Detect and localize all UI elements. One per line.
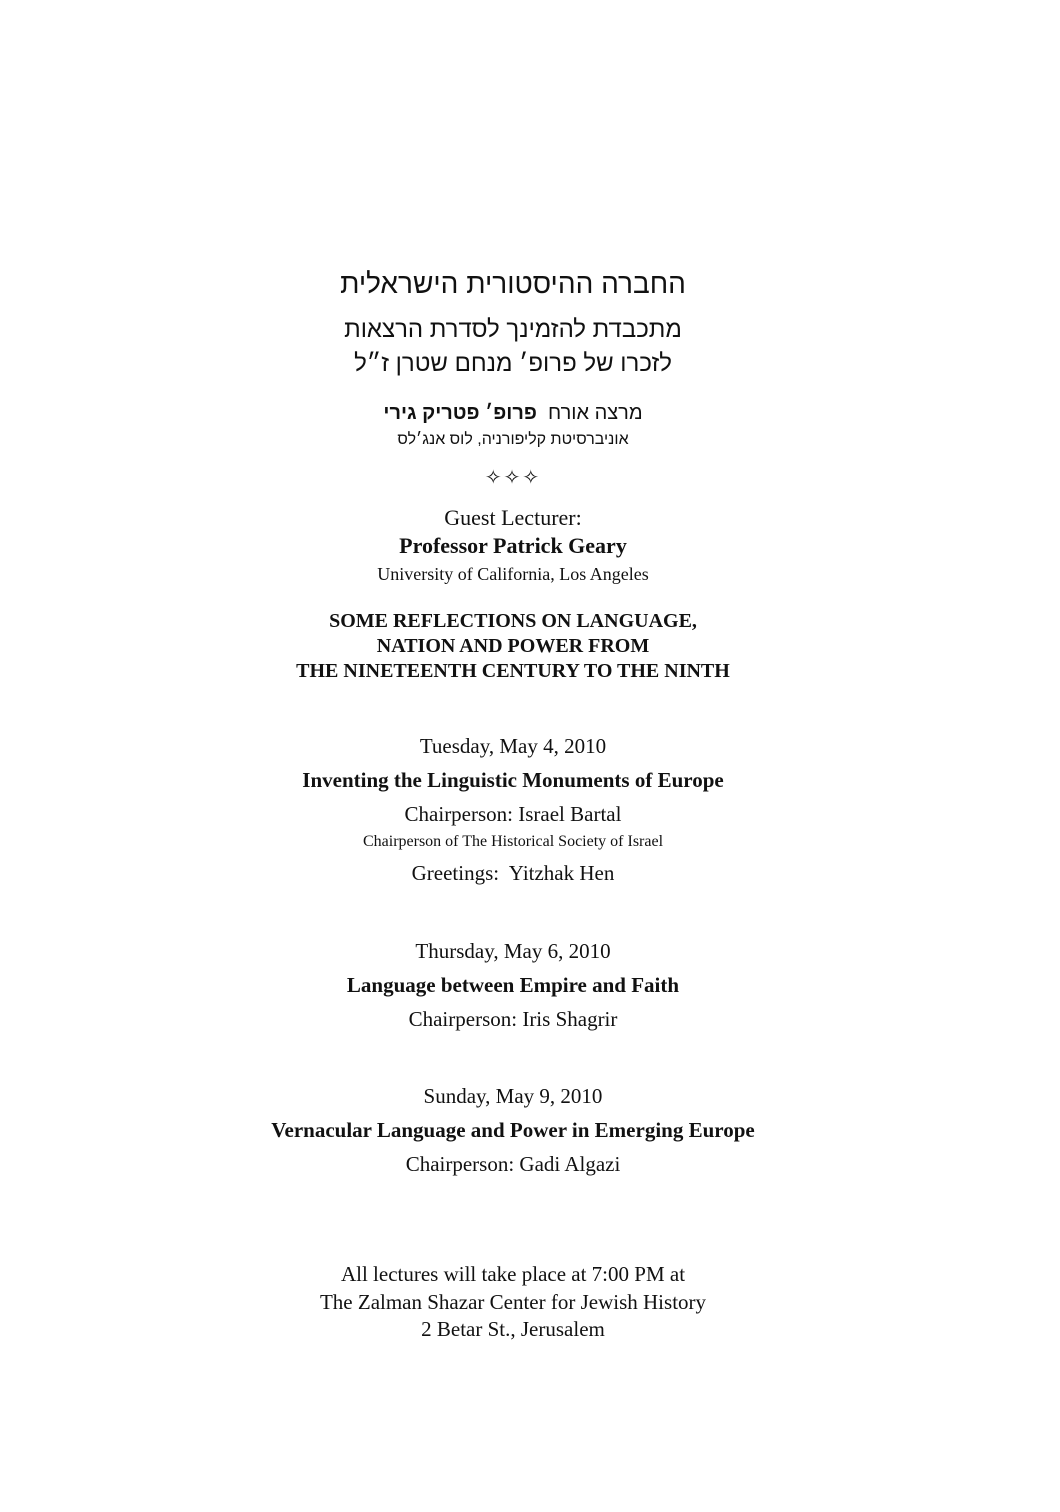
- lecture-3-date: Sunday, May 9, 2010: [423, 1084, 603, 1108]
- footer-time: All lectures will take place at 7:00 PM at: [340, 1262, 686, 1286]
- guest-lecturer-affiliation: University of California, Los Angeles: [377, 564, 649, 584]
- series-title-line-1: SOME REFLECTIONS ON LANGUAGE,: [329, 610, 697, 632]
- guest-lecturer-label: Guest Lecturer:: [444, 505, 582, 530]
- hebrew-memorial-line: לזכרו של פרופ׳ מנחם שטרן ז״ל: [354, 350, 672, 377]
- lecture-3-chair: Chairperson: Gadi Algazi: [405, 1152, 621, 1176]
- hebrew-university: אוניברסיטת קליפורניה, לוס אנג׳לס: [397, 431, 629, 448]
- guest-lecturer-name: Professor Patrick Geary: [399, 533, 627, 558]
- hebrew-society-name: החברה ההיסטורית הישראלית: [340, 268, 686, 299]
- footer-venue: The Zalman Shazar Center for Jewish History: [319, 1290, 707, 1314]
- lecture-1-chair-role: Chairperson of The Historical Society of Israel: [362, 833, 664, 850]
- lecture-2-title: Language between Empire and Faith: [346, 973, 680, 997]
- lecture-2-chair: Chairperson: Iris Shagrir: [408, 1007, 618, 1031]
- ornament-divider: ✧✧✧: [484, 465, 542, 489]
- series-title-line-3: THE NINETEENTH CENTURY TO THE NINTH: [296, 660, 730, 682]
- lecture-1-date: Tuesday, May 4, 2010: [419, 734, 607, 758]
- series-title-line-2: NATION AND POWER FROM: [376, 635, 650, 657]
- lecture-1-title: Inventing the Linguistic Monuments of Europe: [302, 768, 724, 792]
- hebrew-guest-prefix: מרצה אורח: [548, 402, 643, 424]
- hebrew-guest-name: פרופ׳ פטריק גירי: [383, 402, 537, 424]
- lecture-3-title: Vernacular Language and Power in Emerging Europe: [271, 1118, 755, 1142]
- hebrew-guest-line: [0, 402, 1026, 425]
- lecture-1-greetings: Greetings: Yitzhak Hen: [411, 861, 615, 885]
- footer-address: 2 Betar St., Jerusalem: [421, 1317, 605, 1341]
- lecture-2-date: Thursday, May 6, 2010: [415, 939, 611, 963]
- lecture-1-chair: Chairperson: Israel Bartal: [404, 802, 622, 826]
- hebrew-invitation-line: מתכבדת להזמינך לסדרת הרצאות: [344, 316, 682, 343]
